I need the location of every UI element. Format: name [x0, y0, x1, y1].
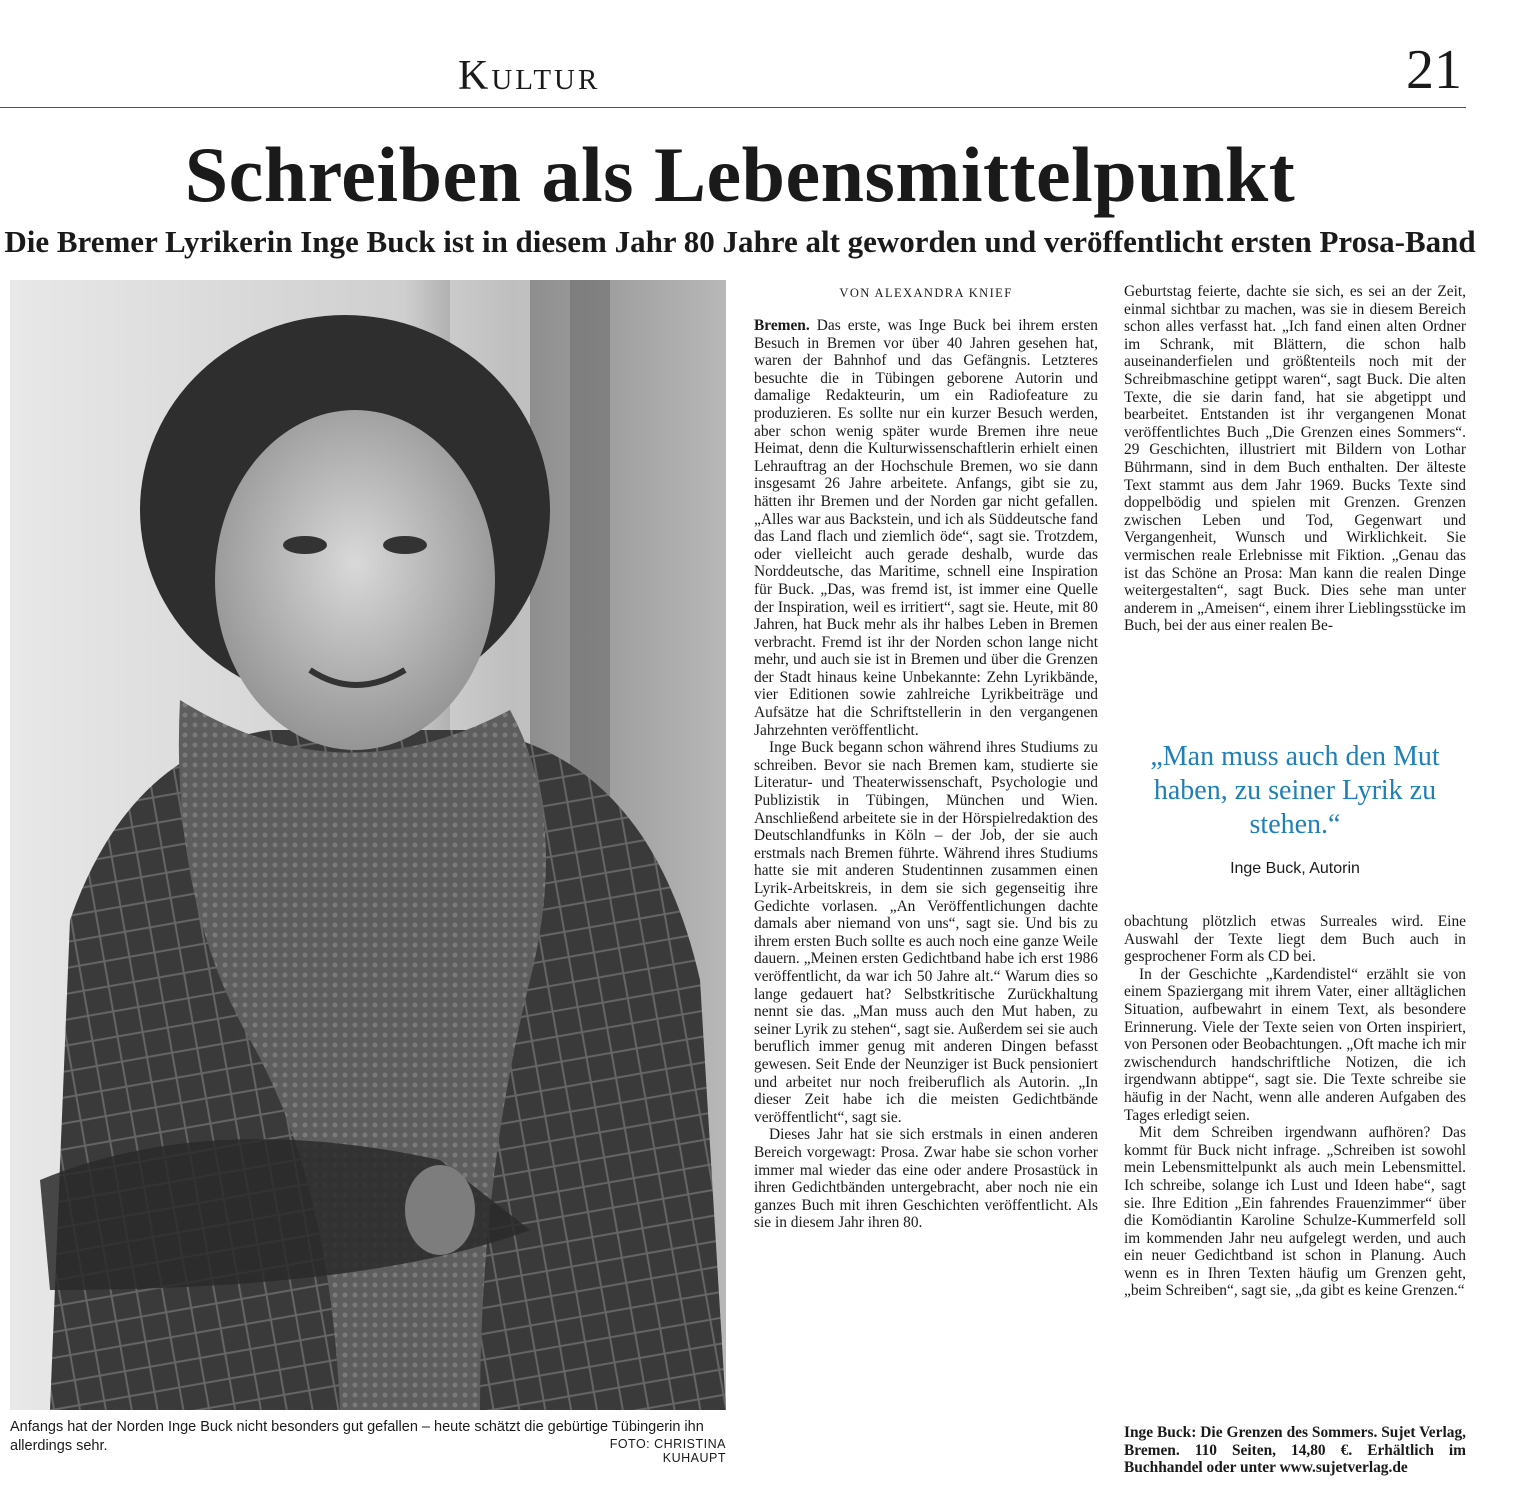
byline: VON ALEXANDRA KNIEF [839, 286, 1013, 300]
article-column-3-bottom [1124, 913, 1466, 1300]
article-column-3-top [1124, 283, 1466, 635]
article-paragraph: Mit dem Schreiben irgendwann aufhören? Das kommt für Buck nicht infrage. „Schreiben ist sowohl mein Lebensmittelpunkt als auch mein Lebensmittel. Ich schreibe, solange ich Lust und Ideen habe“, sagt sie. Ihre Edition „Ein fahrendes Frauenzimmer“ über die Komödiantin Karoline Schulze-Kummerfeld soll im kommenden Jahr neu aufgelegt werden, und auch ein neuer Gedichtband ist schon in Planung. Auch wenn es in Ihren Texten häufig um Grenzen geht, „beim Schreiben“, sagt sie, „da gibt es keine Grenzen.“ [1124, 1124, 1466, 1300]
paragraph-text: Das erste, was Inge Buck bei ihrem ersten Besuch in Bremen vor über 40 Jahren gesehen hat, waren der Bahnhof und das Gefängnis. Letzteres besuchte die in Tübingen geborene Autorin und damalige Redakteurin, um ein Radiofeature zu produzieren. Es sollte nur ein kurzer Besuch werden, aber schon wenig später wurde Bremen ihre neue Heimat, denn die Kulturwissenschaftlerin erhielt einen Lehrauftrag an der Hochschule Bremen, wo sie dann insgesamt 26 Jahre arbeitete. Anfangs, gibt sie zu, hätten ihr Bremen und der Norden gar nicht gefallen. „Alles war aus Backstein, und ich als Süddeutsche fand das Land flach und ziemlich öde“, sagt sie. Trotzdem, oder vielleicht auch gerade deshalb, wurde das Norddeutsche, das Maritime, schnell eine Inspiration für Buck. „Das, was fremd ist, ist immer eine Quelle der Inspiration, weil es irritiert“, sagt sie. Heute, mit 80 Jahren, hat Buck mehr als ihr halbes Leben in Bremen verbracht. Fremd ist ihr der Norden schon lange nicht mehr, und auch sie ist in Bremen und über die Grenzen der Stadt hinaus keine Unbekannte: Zehn Lyrikbände, vier Editionen sowie zahlreiche Lyrikbeiträge und Aufsätze hat die Schriftstellerin in den vergangenen Jahrzehnten veröffentlicht. [754, 317, 1098, 739]
portrait-photo [10, 280, 726, 1410]
dateline: Bremen. [754, 317, 810, 334]
article-paragraph: In der Geschichte „Kardendistel“ erzählt sie von einem Spaziergang mit ihrem Vater, einer alltäglichen Situation, aufbewahrt in einem Text, als besondere Erinnerung. Viele der Texte seien von Orten inspiriert, von Personen oder Beobachtungen. „Oft mache ich mir zwischendurch handschriftliche Notizen, die ich irgendwann abtippe“, sagt sie. Die Texte schreibe sie häufig in der Nacht, wenn alle anderen Aufgaben des Tages erledigt seien. [1124, 965, 1466, 1124]
article-paragraph [754, 317, 1098, 739]
article-paragraph: Dieses Jahr hat sie sich erstmals in einen anderen Bereich vorgewagt: Prosa. Zwar habe sie schon vorher immer mal wieder das eine oder andere Prosastück in ihren Gedichtbänden untergebracht, aber noch nie ein ganzes Buch mit ihren Geschichten veröffentlicht. Als sie in diesem Jahr ihren 80. [754, 1126, 1098, 1232]
pull-quote: „Man muss auch den Mut haben, zu seiner Lyrik zu stehen.“ [1150, 741, 1440, 840]
headline: Schreiben als Lebensmittelpunkt [184, 131, 1296, 218]
photo-caption: Anfangs hat der Norden Inge Buck nicht besonders gut gefallen – heute schätzt die gebürtige Tübingerin ihn allerdings sehr. [10, 1419, 704, 1454]
article-paragraph: Geburtstag feierte, dachte sie sich, es sei an der Zeit, einmal sichtbar zu machen, was sie in diesem Bereich schon alles verfasst hat. „Ich fand einen alten Ordner im Schrank, mit Blättern, die schon halb auseinanderfielen und größtenteils noch mit der Schreibmaschine getippt waren“, sagt Buck. Die alten Texte, die sie darin fand, hat sie abgetippt und bearbeitet. Entstanden ist ihr vergangenen Monat veröffentlichtes Buch „Die Grenzen eines Sommers“. 29 Geschichten, illustriert mit Bildern von Lothar Bührmann, sind in dem Buch enthalten. Der älteste Text stammt aus dem Jahr 1969. Bucks Texte sind doppelbödig und spielen mit Grenzen. Grenzen zwischen Leben und Tod, Gegenwart und Vergangenheit, Wunsch und Wirklichkeit. Sie vermischen reale Erlebnisse mit Fiktion. „Genau das ist das Schöne an Prosa: Man kann die realen Dinge weitergestalten“, sagt Buck. Dies sehe man unter anderem in „Ameisen“, einem ihrer Lieblingsstücke im Buch, bei der aus einer realen Be- [1124, 283, 1466, 635]
article-column-2 [754, 317, 1098, 1232]
header-rule [0, 107, 1466, 108]
photo-credit: FOTO: CHRISTINA KUHAUPT [609, 1437, 726, 1465]
page-number: 21 [1406, 39, 1462, 101]
pull-quote-author: Inge Buck, Autorin [1230, 860, 1360, 877]
book-info: Inge Buck: Die Grenzen des Sommers. Sujet Verlag, Bremen. 110 Seiten, 14,80 €. Erhältlich im Buchhandel oder unter www.sujetverlag.de [1124, 1424, 1466, 1477]
portrait-photo-illustration [10, 280, 726, 1410]
article-paragraph: obachtung plötzlich etwas Surreales wird. Eine Auswahl der Texte liegt dem Buch auch in gesprochener Form als CD bei. [1124, 913, 1466, 966]
subheadline: Die Bremer Lyrikerin Inge Buck ist in diesem Jahr 80 Jahre alt geworden und veröffentlicht ersten Prosa-Band [4, 224, 1476, 259]
section-title: Kultur [458, 53, 601, 99]
article-paragraph: Inge Buck begann schon während ihres Studiums zu schreiben. Bevor sie nach Bremen kam, studierte sie Literatur- und Theaterwissenschaft, Psychologie und Publizistik in Tübingen, München und Wien. Anschließend arbeitete sie in der Hörspielredaktion des Deutschlandfunks in Köln – der Job, der sie auch erstmals nach Bremen führte. Während ihres Studiums hatte sie mit anderen Studentinnen zusammen einen Lyrik-Arbeitskreis, in dem sie sich gegenseitig ihre Gedichte vorlasen. „An Veröffentlichungen dachte damals aber niemand von uns“, sagt sie. Und bis zu ihrem ersten Buch sollte es auch noch eine ganze Weile dauern. „Meinen ersten Gedichtband habe ich erst 1986 veröffentlicht, da war ich 50 Jahre alt.“ Warum dies so lange gedauert hat? Selbstkritische Zurückhaltung nennt sie das. „Man muss auch den Mut haben, zu seiner Lyrik zu stehen“, sagt sie. Außerdem sei sie auch beruflich immer genug mit anderen Dingen befasst gewesen. Seit Ende der Neunziger ist Buck pensioniert und arbeitet nur noch freiberuflich als Autorin. „In dieser Zeit habe ich die meisten Gedichtbände veröffentlicht“, sagt sie. [754, 739, 1098, 1126]
